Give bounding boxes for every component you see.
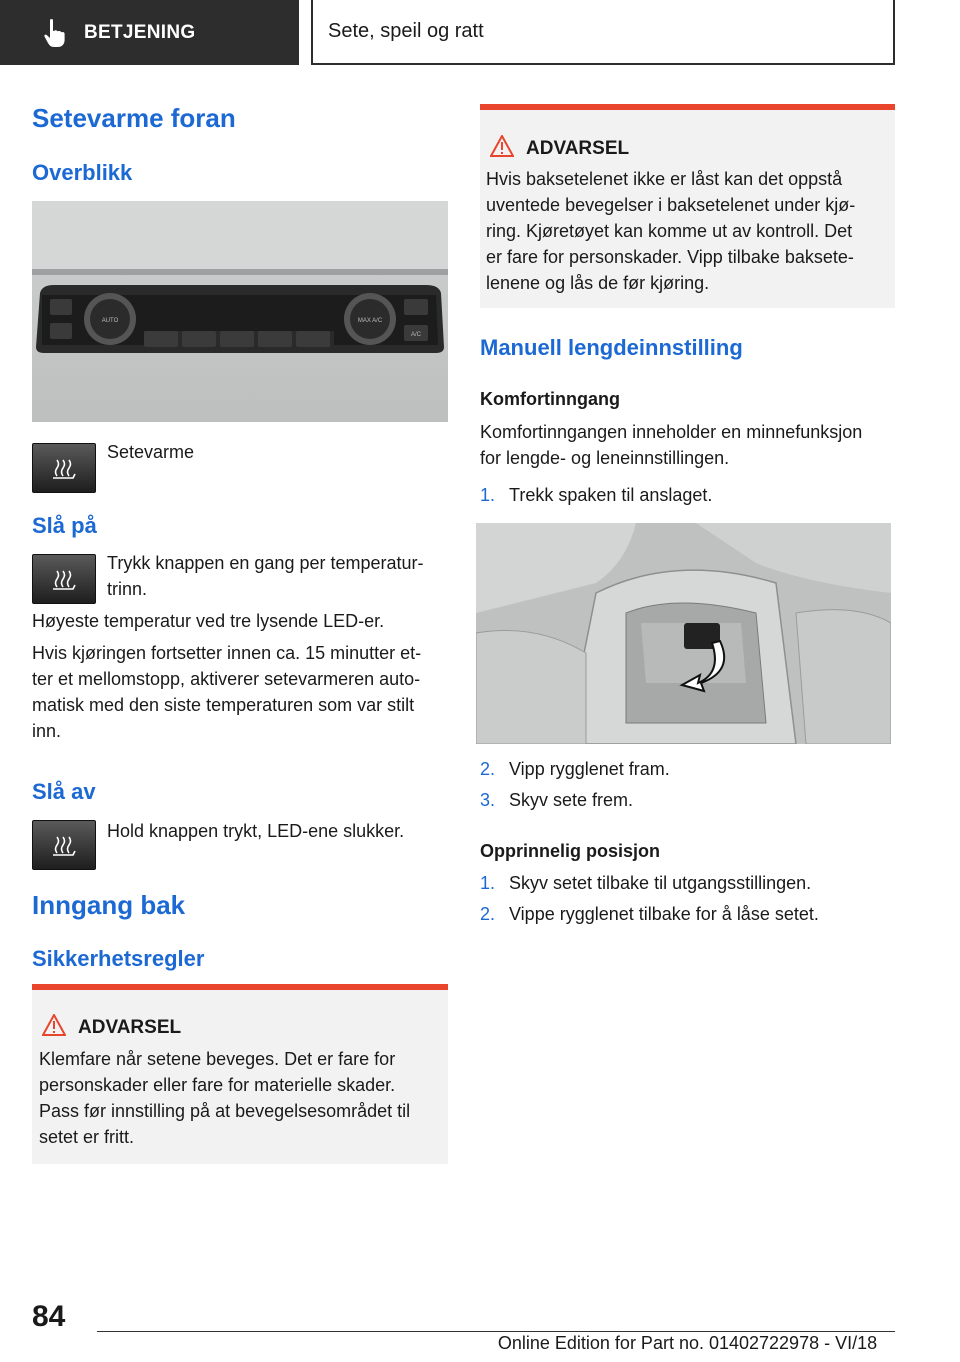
list-item bbox=[480, 787, 895, 813]
heading-safety-rules: Sikkerhetsregler bbox=[32, 946, 205, 971]
footer-divider bbox=[97, 1331, 895, 1332]
step-text: Trekk spaken til anslaget. bbox=[509, 485, 713, 505]
paragraph-auto-line-1: Hvis kjøringen fortsetter innen ca. 15 minutter et- bbox=[32, 643, 422, 663]
step-number: 1. bbox=[480, 873, 496, 893]
warning-box-pinch bbox=[32, 984, 448, 1164]
heading-original-position: Opprinnelig posisjon bbox=[480, 841, 660, 861]
step-text: Vippe rygglenet tilbake for å låse setet. bbox=[509, 904, 819, 924]
seat-heating-button-icon bbox=[32, 443, 96, 493]
edition-info: Online Edition for Part no. 01402722978 - VI/18 bbox=[497, 1333, 878, 1353]
list-item bbox=[480, 901, 895, 927]
paragraph-auto-line-4: inn. bbox=[32, 721, 62, 741]
list-item bbox=[480, 870, 895, 896]
seat-heating-label: Setevarme bbox=[107, 442, 195, 462]
section-name: BETJENING bbox=[84, 21, 196, 43]
paragraph-auto-line-3: matisk med den siste temperaturen som var stilt bbox=[32, 695, 415, 715]
step-number: 3. bbox=[480, 790, 496, 810]
step-number: 2. bbox=[480, 759, 496, 779]
warning-triangle-icon bbox=[490, 135, 514, 157]
heading-seat-heating: Setevarme foran bbox=[32, 103, 236, 133]
list-item bbox=[480, 482, 895, 508]
warning-line-4: setet er fritt. bbox=[39, 1127, 135, 1147]
warning-line-3: Pass før innstilling på at bevegelsesområdet til bbox=[39, 1101, 411, 1121]
auto-label: AUTO bbox=[101, 318, 119, 324]
heading-manual-adjust: Manuell lengdeinnstilling bbox=[480, 335, 743, 360]
heading-comfort-entry: Komfortinngang bbox=[480, 389, 620, 409]
max-ac-label: MAX A/C bbox=[357, 318, 383, 324]
list-item bbox=[480, 756, 895, 782]
warning-line-2: personskader eller fare for materielle skader. bbox=[39, 1075, 396, 1095]
turn-on-text-line-2: trinn. bbox=[107, 579, 148, 599]
warning-box-backrest bbox=[480, 104, 895, 308]
warning-title: ADVARSEL bbox=[526, 138, 630, 159]
paragraph-auto-line-2: ter et mellomstopp, aktiverer setevarmeren auto- bbox=[32, 669, 421, 689]
warning-line-2: uventede bevegelser i baksetelenet under kjø- bbox=[486, 195, 856, 215]
seat-heating-button-icon bbox=[32, 820, 96, 870]
page-number: 84 bbox=[32, 1300, 66, 1333]
warning-triangle-icon bbox=[42, 1014, 66, 1036]
turn-on-text-line-1: Trykk knappen en gang per temperatur- bbox=[107, 553, 424, 573]
warning-line-1: Klemfare når setene beveges. Det er fare for bbox=[39, 1049, 396, 1069]
ac-label: A/C bbox=[410, 332, 422, 338]
heading-turn-on: Slå på bbox=[32, 513, 97, 538]
section-tab bbox=[0, 0, 299, 65]
step-number: 1. bbox=[480, 485, 496, 505]
warning-line-5: lenene og lås de før kjøring. bbox=[486, 273, 710, 293]
heading-rear-entry: Inngang bak bbox=[32, 890, 186, 920]
step-text: Vipp rygglenet fram. bbox=[509, 759, 670, 779]
comfort-text-line-2: for lengde- og leneinnstillingen. bbox=[480, 448, 730, 468]
climate-panel-figure bbox=[32, 201, 448, 422]
paragraph-max-temp: Høyeste temperatur ved tre lysende LED-er. bbox=[32, 611, 385, 631]
warning-title: ADVARSEL bbox=[78, 1017, 182, 1038]
chapter-title: Sete, speil og ratt bbox=[328, 20, 484, 42]
seat-heating-button-icon bbox=[32, 554, 96, 604]
step-text: Skyv setet tilbake til utgangsstillingen. bbox=[509, 873, 812, 893]
hand-pointer-icon bbox=[42, 18, 68, 48]
warning-line-3: ring. Kjøretøyet kan komme ut av kontroll. Det bbox=[486, 221, 853, 241]
step-number: 2. bbox=[480, 904, 496, 924]
warning-line-1: Hvis baksetelenet ikke er låst kan det oppstå bbox=[486, 169, 843, 189]
step-text: Skyv sete frem. bbox=[509, 790, 634, 810]
turn-off-text: Hold knappen trykt, LED-ene slukker. bbox=[107, 821, 405, 841]
chapter-header bbox=[311, 0, 895, 65]
comfort-text-line-1: Komfortinngangen inneholder en minnefunksjon bbox=[480, 422, 863, 442]
warning-line-4: er fare for personskader. Vipp tilbake baksete- bbox=[486, 247, 854, 267]
heading-turn-off: Slå av bbox=[32, 779, 96, 804]
heading-overview: Overblikk bbox=[32, 160, 133, 185]
rear-seat-lever-figure bbox=[476, 523, 891, 744]
